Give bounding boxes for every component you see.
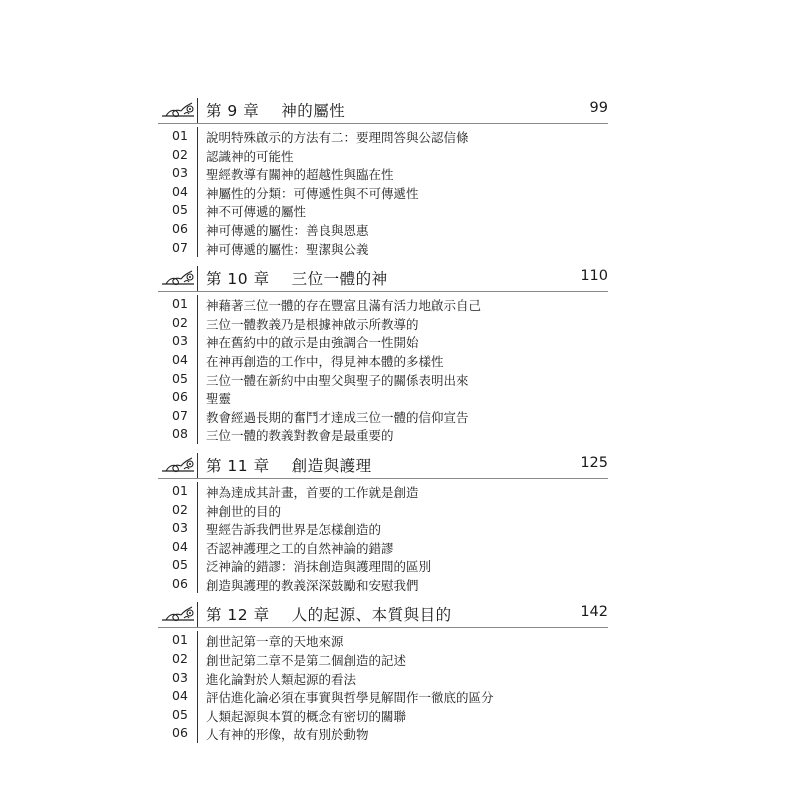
section-title: 三位一體在新約中由聖父與聖子的關係表明出來 [206,372,469,388]
list-item [158,556,608,575]
section-list [158,479,608,594]
section-title: 創世記第二章不是第二個創造的記述 [206,653,407,669]
section-title: 評估進化論必須在事實與哲學見解間作一徹底的區分 [206,690,494,706]
section-number: 02 [172,651,188,667]
chapter-title: 創造與護理 [291,456,372,475]
chapter-title-line [206,603,452,625]
section-title: 神為達成其計畫，首要的工作就是創造 [206,484,419,500]
section-number: 01 [172,482,188,498]
list-item [158,687,608,706]
item-divider [197,239,198,258]
section-number: 06 [172,575,188,591]
table-of-contents [158,98,608,752]
section-title: 人類起源與本質的概念有密切的關聯 [206,708,407,724]
chapter-title: 人的起源、本質與目的 [291,606,452,625]
section-number: 02 [172,146,188,162]
item-divider [197,314,198,333]
section-number: 03 [172,669,188,685]
item-divider [197,706,198,725]
chapter-label: 第 10 章 [206,270,270,289]
list-item [158,127,608,146]
chapter-title-line [206,267,388,289]
list-item [158,631,608,650]
section-number: 01 [172,632,188,648]
flourish-ornament-icon [160,454,196,474]
flourish-ornament-icon [160,603,196,623]
chapter-rule [158,291,608,292]
section-number: 06 [172,389,188,405]
item-divider [197,650,198,669]
list-item [158,351,608,370]
section-title: 神創世的目的 [206,503,282,519]
section-number: 04 [172,183,188,199]
list-item [158,164,608,183]
item-divider [197,687,198,706]
item-divider [197,425,198,444]
item-divider [197,220,198,239]
section-number: 02 [172,501,188,517]
section-number: 07 [172,407,188,423]
item-divider [197,501,198,520]
section-list [158,292,608,444]
section-number: 04 [172,538,188,554]
header-divider [197,266,198,292]
section-number: 05 [172,557,188,573]
section-number: 04 [172,688,188,704]
list-item [158,575,608,594]
header-divider [197,453,198,479]
item-divider [197,201,198,220]
section-title: 在神再創造的工作中，得見神本體的多樣性 [206,353,444,369]
section-title: 說明特殊啟示的方法有二：要理問答與公認信條 [206,130,469,145]
section-title: 神屬性的分類：可傳遞性與不可傳遞性 [206,185,419,201]
list-item [158,669,608,688]
section-number: 01 [172,296,188,312]
list-item [158,201,608,220]
item-divider [197,388,198,407]
section-number: 06 [172,725,188,741]
item-divider [197,482,198,501]
list-item [158,183,608,202]
section-number: 05 [172,202,188,218]
list-item [158,501,608,520]
chapter-section [158,453,608,594]
section-title: 神可傳遞的屬性：善良與恩惠 [206,222,369,238]
chapter-section [158,602,608,743]
item-divider [197,538,198,557]
list-item [158,706,608,725]
section-title: 創造與護理的教義深深鼓勵和安慰我們 [206,577,419,593]
list-item [158,314,608,333]
list-item [158,724,608,743]
item-divider [197,669,198,688]
item-divider [197,519,198,538]
section-number: 04 [172,351,188,367]
list-item [158,370,608,389]
section-title: 神不可傳遞的屬性 [206,204,307,220]
section-title: 人有神的形像，故有別於動物 [206,727,369,743]
item-divider [197,146,198,165]
list-item [158,146,608,165]
section-title: 進化論對於人類起源的看法 [206,671,357,687]
section-title: 泛神論的錯謬：消抹創造與護理間的區別 [206,559,432,575]
list-item [158,220,608,239]
section-number: 02 [172,314,188,330]
section-title: 認識神的可能性 [206,148,294,164]
list-item [158,519,608,538]
chapter-page-number: 99 [589,100,608,116]
header-divider [197,98,198,124]
chapter-title: 三位一體的神 [291,270,388,289]
chapter-rule [158,478,608,479]
section-title: 聖靈 [206,391,232,407]
chapter-header [158,602,608,628]
chapter-rule [158,123,608,124]
item-divider [197,556,198,575]
list-item [158,239,608,258]
section-number: 06 [172,220,188,236]
item-divider [197,724,198,743]
section-title: 三位一體教義乃是根據神啟示所教導的 [206,316,419,332]
flourish-ornament-icon [160,267,196,287]
chapter-page-number: 125 [580,454,608,471]
section-title: 神在舊約中的啟示是由強調合一性開始 [206,335,419,351]
item-divider [197,631,198,650]
chapter-label: 第 9 章 [206,102,260,120]
list-item [158,425,608,444]
section-title: 教會經過長期的奮鬥才達成三位一體的信仰宣告 [206,409,469,425]
chapter-header [158,266,608,292]
section-number: 05 [172,706,188,722]
chapter-title: 神的屬性 [281,102,346,120]
section-list [158,628,608,743]
chapter-title-line [206,99,345,121]
list-item [158,482,608,501]
item-divider [197,164,198,183]
item-divider [197,370,198,389]
item-divider [197,407,198,426]
section-number: 03 [172,333,188,349]
section-title: 神可傳遞的屬性：聖潔與公義 [206,241,369,257]
item-divider [197,575,198,594]
list-item [158,332,608,351]
section-title: 三位一體的教義對教會是最重要的 [206,428,394,444]
section-number: 07 [172,239,188,255]
header-divider [197,602,198,628]
chapter-section [158,266,608,444]
chapter-page-number: 110 [580,268,608,285]
section-title: 聖經教導有關神的超越性與臨在性 [206,167,394,183]
chapter-label: 第 11 章 [206,456,270,475]
list-item [158,295,608,314]
chapter-header [158,453,608,479]
list-item [158,650,608,669]
chapter-page-number: 142 [580,604,608,621]
section-list [158,124,608,257]
section-number: 03 [172,520,188,536]
item-divider [197,295,198,314]
list-item [158,538,608,557]
chapter-header [158,98,608,124]
list-item [158,407,608,426]
chapter-section [158,98,608,257]
chapter-label: 第 12 章 [206,606,270,625]
flourish-ornament-icon [160,99,196,119]
section-title: 否認神護理之工的自然神論的錯謬 [206,540,394,556]
item-divider [197,183,198,202]
item-divider [197,351,198,370]
list-item [158,388,608,407]
section-title: 聖經告訴我們世界是怎樣創造的 [206,522,382,538]
item-divider [197,332,198,351]
section-number: 08 [172,426,188,442]
chapter-rule [158,627,608,628]
section-title: 神藉著三位一體的存在豐富且滿有活力地啟示自己 [206,298,482,314]
section-number: 05 [172,370,188,386]
section-title: 創世記第一章的天地來源 [206,634,344,650]
section-number: 01 [172,128,188,143]
section-number: 03 [172,165,188,181]
chapter-title-line [206,454,372,476]
item-divider [197,127,198,146]
